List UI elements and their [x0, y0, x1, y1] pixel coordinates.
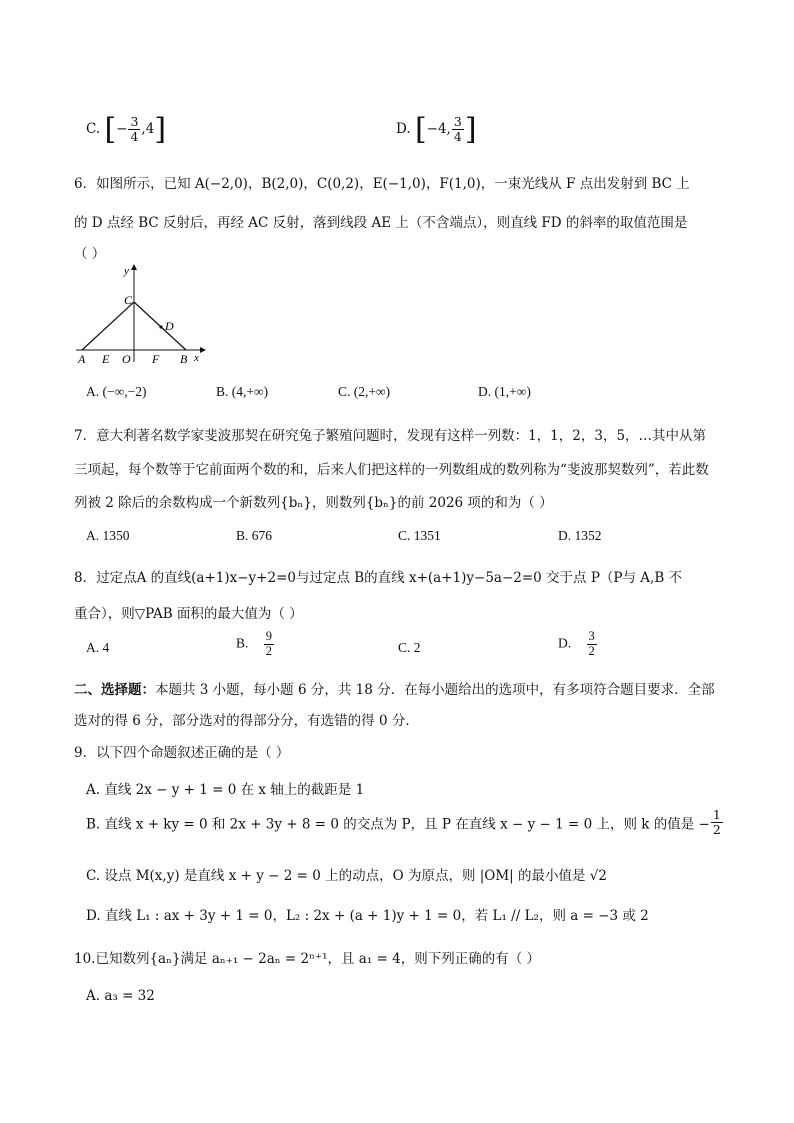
fraction-denominator: 2 — [712, 821, 721, 837]
q10-stem: 10.已知数列{aₙ}满足 aₙ₊₁ − 2aₙ = 2ⁿ⁺¹，且 a₁ = 4，则下列正确的有（ ） — [74, 951, 541, 967]
q7-option-a: A. 1350 — [86, 528, 130, 543]
q6-line-2: 的 D 点经 BC 反射后，再经 AC 反射，落到线段 AE 上（不含端点），则直线 FD 的斜率的取值范围是 — [74, 215, 688, 231]
segment-ac — [82, 302, 134, 350]
fraction-denominator: 2 — [588, 643, 595, 658]
option-label: B. — [236, 635, 249, 651]
label-b: B — [180, 352, 188, 366]
x-axis-arrow — [200, 347, 206, 353]
q8-option-c: C. 2 — [398, 640, 421, 655]
fraction-denominator: 2 — [265, 643, 273, 658]
y-axis-arrow — [131, 264, 137, 270]
q7-line-1: 7．意大利著名数学家斐波那契在研究兔子繁殖问题时，发现有这样一列数：1，1，2，3，5，…其中从第 — [74, 428, 707, 444]
q9-option-d: D. 直线 L₁ : ax + 3y + 1 = 0，L₂ : 2x + (a + 1)y + 1 = 0，若 L₁ // L₂，则 a = −3 或 2 — [86, 908, 649, 924]
fraction — [264, 630, 274, 659]
label-d: D — [165, 319, 174, 333]
q6-figure — [72, 262, 212, 370]
fraction — [452, 115, 464, 144]
bracket-right: ] — [464, 112, 477, 147]
minus-sign: − — [116, 121, 128, 137]
q8-line-1: 8．过定点A 的直线(a+1)x−y+2=0与过定点 B的直线 x+(a+1)y−5a−2=0 交于点 P（P与 A,B 不 — [74, 570, 683, 586]
q7-line-2: 三项起，每个数等于它前面两个数的和，后来人们把这样的一列数组成的数列称为“斐波那契数列”，若此数 — [74, 462, 709, 478]
q7-option-c: C. 1351 — [398, 528, 441, 543]
q9-stem: 9．以下四个命题叙述正确的是（ ） — [74, 745, 290, 761]
option-label: C. — [86, 121, 101, 137]
q9-option-a: A. 直线 2x − y + 1 = 0 在 x 轴上的截距是 1 — [86, 782, 365, 798]
fraction — [711, 808, 723, 837]
fraction-denominator: 4 — [453, 129, 462, 144]
fraction-denominator: 4 — [130, 129, 139, 144]
fraction-numerator: 3 — [588, 629, 595, 643]
fraction-numerator: 3 — [130, 114, 139, 130]
bracket-left: [ — [414, 112, 427, 147]
label-f: F — [152, 352, 160, 366]
q6-option-d: D. (1,+∞) — [478, 384, 531, 399]
label-o: O — [122, 352, 131, 366]
q8-line-2: 重合），则▽PAB 面积的最大值为（ ） — [74, 606, 303, 622]
q6-option-c: C. (2,+∞) — [338, 384, 391, 399]
q7-line-3: 列被 2 除后的余数构成一个新数列{bₙ}，则数列{bₙ}的前 2026 项的和为（ ） — [74, 495, 553, 511]
q9-option-c: C. 设点 M(x,y) 是直线 x + y − 2 = 0 上的动点，O 为原点，则 |OM| 的最小值是 √2 — [86, 868, 607, 884]
fraction-numerator: 3 — [453, 114, 462, 130]
q6-option-b: B. (4,+∞) — [216, 384, 269, 399]
label-c: C — [124, 293, 133, 307]
interval-tail: ,4 — [141, 121, 155, 137]
fraction — [587, 630, 597, 659]
option-label: D. — [558, 635, 572, 651]
bracket-right: ] — [154, 112, 167, 147]
point-d — [159, 325, 162, 328]
label-e: E — [102, 352, 110, 366]
option-c-prev — [86, 112, 166, 147]
label-y: y — [124, 265, 129, 277]
q8-option-b — [236, 630, 275, 659]
q10-option-a: A. a₃ = 32 — [86, 988, 155, 1004]
fraction — [128, 115, 140, 144]
interval-head: −4, — [426, 121, 451, 137]
q9-option-b-text: B. 直线 x + ky = 0 和 2x + 3y + 8 = 0 的交点为 P，且 P 在直线 x − y − 1 = 0 上，则 k 的值是 − — [86, 816, 710, 833]
section-2-line-2: 选对的得 6 分，部分选对的得部分分，有选错的得 0 分． — [74, 713, 419, 729]
q9-option-b — [86, 808, 724, 837]
q7-option-b: B. 676 — [236, 528, 273, 543]
q7-option-d: D. 1352 — [558, 528, 602, 543]
option-d-prev — [396, 112, 477, 147]
q8-option-d — [558, 630, 598, 659]
label-a: A — [78, 352, 86, 366]
fraction-numerator: 9 — [265, 629, 273, 643]
label-x: x — [194, 352, 199, 364]
q6-line-1: 6．如图所示，已知 A(−2,0)，B(2,0)，C(0,2)，E(−1,0)，F(1,0)，一束光线从 F 点出发射到 BC 上 — [74, 176, 690, 192]
q6-line-3: （ ） — [74, 246, 106, 262]
section-2-rule-text: 本题共 3 小题，每小题 6 分，共 18 分．在每小题给出的选项中，有多项符合题目要求．全部 — [155, 682, 715, 698]
bracket-left: [ — [104, 112, 117, 147]
q8-option-a: A. 4 — [86, 640, 110, 655]
q6-option-a: A. (−∞,−2) — [86, 384, 147, 399]
section-2-title: 二、选择题： — [74, 682, 155, 698]
fraction-numerator: 1 — [712, 807, 721, 822]
section-2-heading — [74, 678, 715, 698]
option-label: D. — [396, 121, 411, 137]
